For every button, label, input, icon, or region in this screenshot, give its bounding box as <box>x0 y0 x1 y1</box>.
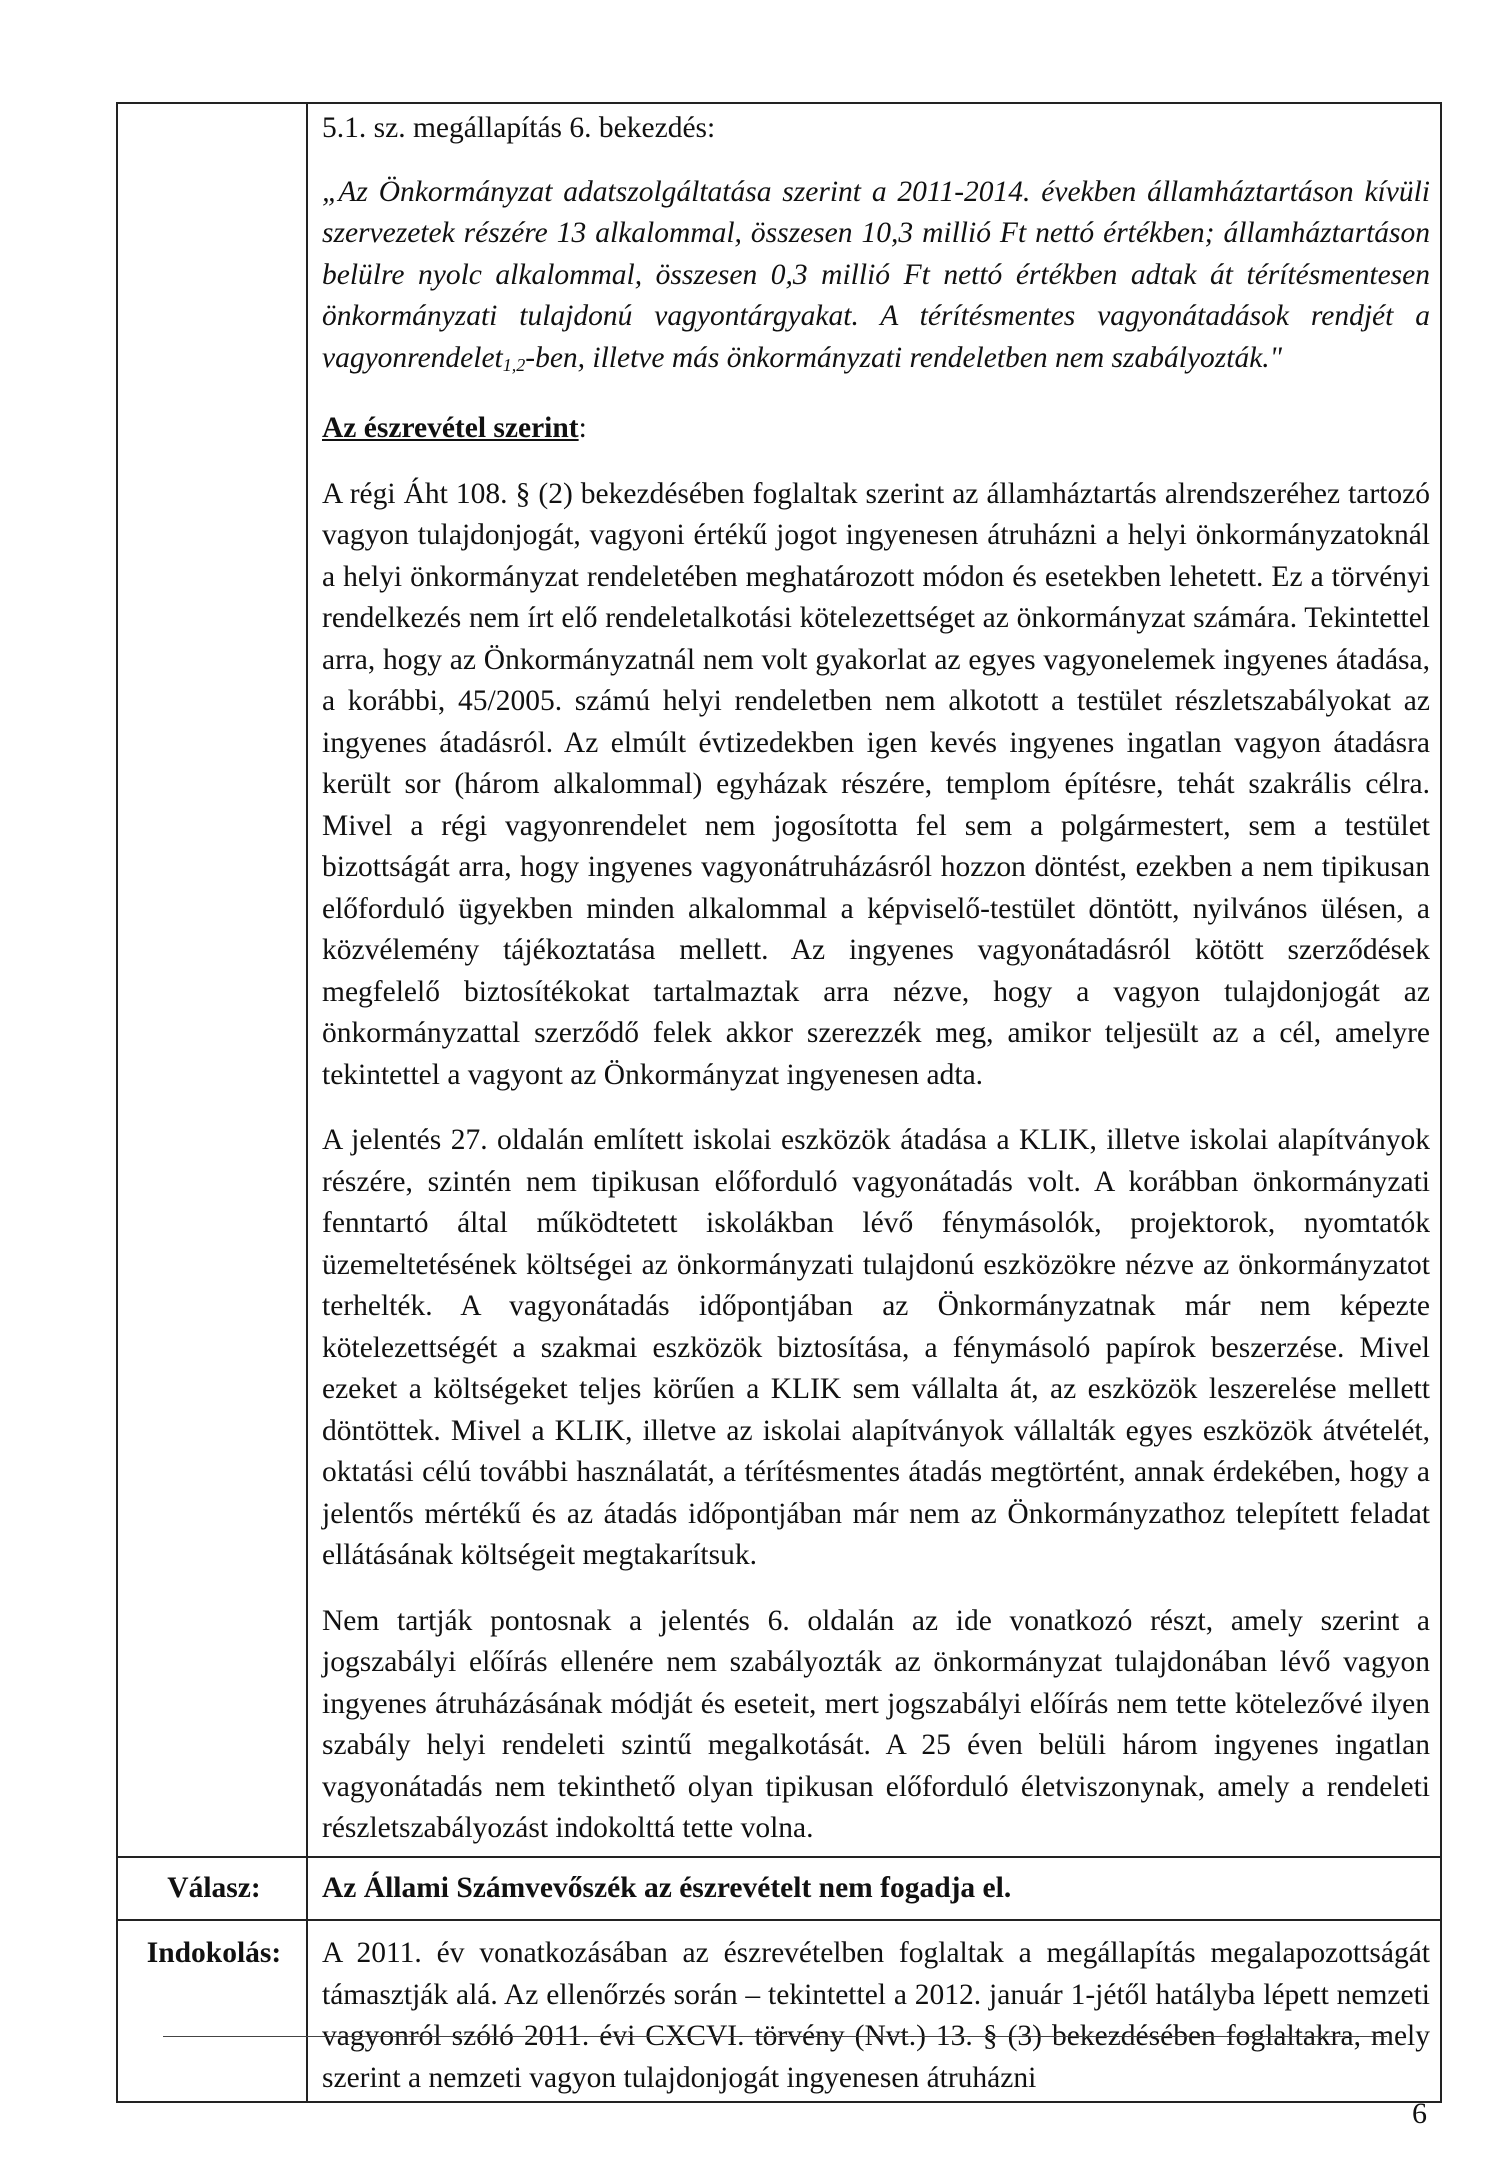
finding-heading: 5.1. sz. megállapítás 6. bekezdés: <box>322 112 716 144</box>
finding-quote <box>322 172 1430 387</box>
justification-label: Indokolás: <box>117 1920 307 2102</box>
observation-paragraph-1: A régi Áht 108. § (2) bekezdésében foglaltak szerint az államháztartás alrendszeréhez tartozó vagyon tulajdonjogát, vagyoni értékű jogot ingyenesen átruházni a helyi önkormányzatoknál a helyi önkormányzat rendeletében meghatározott módon és esetekben lehetett. Ez a törvényi rendelkezés nem írt elő rendeletalkotási kötelezettséget az önkormányzat számára. Tekintettel arra, hogy az Önkormányzatnál nem volt gyakorlat az egyes vagyonelemek ingyenes átadása, a korábbi, 45/2005. számú helyi rendeletben nem alkotott a testület részletszabályokat az ingyenes átadásról. Az elmúlt évtizedekben igen kevés ingyenes ingatlan vagyon átadásra került sor (három alkalommal) egyházak részére, templom építésre, tehát szakrális célra. Mivel a régi vagyonrendelet nem jogosította fel sem a polgármestert, sem a testület bizottságát arra, hogy ingyenes vagyonátruházásról hozzon döntést, ezekben a nem tipikusan előforduló ügyekben minden alkalommal a képviselő-testület döntött, nyilvános ülésen, a közvélemény tájékoztatása mellett. Az ingyenes vagyonátadásról kötött szerződések megfelelő biztosítékokat tartalmaztak arra nézve, hogy a vagyon tulajdonjogát az önkormányzattal szerződő felek akkor szerezzék meg, amikor teljesült az a cél, amelyre tekintettel a vagyont az Önkormányzat ingyenesen adta. <box>322 477 1430 1091</box>
observation-paragraph-3: Nem tartják pontosnak a jelentés 6. oldalán az ide vonatkozó részt, amely szerint a jogszabályi előírás ellenére nem szabályozták az önkormányzat tulajdonában lévő vagyon ingyenes átruházásának módját és eseteit, mert jogszabályi előírás nem tette kötelezővé ilyen szabály helyi rendeleti szintű megalkotását. A 25 éven belüli három ingyenes ingatlan vagyonátadás nem tekinthető olyan tipikusan előforduló életviszonynak, amely a rendeleti részletszabályozást indokolttá tette volna. <box>322 1604 1430 1844</box>
observation-heading-colon: : <box>578 412 587 444</box>
observation-heading-text: Az észrevétel szerint <box>322 412 579 444</box>
footer-divider <box>163 2036 1387 2037</box>
empty-label-cell <box>117 103 307 1857</box>
justification-row <box>117 1920 1441 2102</box>
answer-label: Válasz: <box>117 1857 307 1921</box>
observation-paragraph-2: A jelentés 27. oldalán említett iskolai eszközök átadása a KLIK, illetve iskolai alapítványok részére, szintén nem tipikusan előforduló vagyonátadás volt. A korábban önkormányzati fenntartó által működtetett iskolákban lévő fénymásolók, projektorok, nyomtatók üzemeltetésének költségei az önkormányzati tulajdonú eszközökre nézve az önkormányzatot terhelték. A vagyonátadás időpontjában az Önkormányzatnak már nem képezte kötelezettségét a szakmai eszközök biztosítása, a fénymásoló papírok beszerzése. Mivel ezeket a költségeket teljes körűen a KLIK sem vállalta át, az eszközök leszerelése mellett döntöttek. Mivel a KLIK, illetve az iskolai alapítványok vállalták egyes eszközök átvételét, oktatási célú további használatát, a térítésmentes átadás megtörtént, annak érdekében, hogy a jelentős mértékű és az átadás időpontjában már nem az Önkormányzathoz telepített feladat ellátásának költségeit megtakarítsuk. <box>322 1124 1430 1571</box>
justification-text: A 2011. év vonatkozásában az észrevételben foglaltak a megállapítás megalapozottságát támasztják alá. Az ellenőrzés során – tekintettel a 2012. január 1-jétől hatályba lépett nemzeti vagyonról szóló 2011. évi CXCVI. törvény (Nvt.) 13. § (3) bekezdésében foglaltakra, mely szerint a nemzeti vagyon tulajdonjogát ingyenesen átruházni <box>322 1937 1430 2094</box>
answer-row <box>117 1857 1441 1921</box>
answer-text: Az Állami Számvevőszék az észrevételt nem fogadja el. <box>307 1857 1441 1921</box>
response-table <box>116 102 1442 2103</box>
finding-quote-text-end: -ben, illetve más önkormányzati rendeletben nem szabályozták." <box>525 341 1283 374</box>
justification-cell <box>307 1920 1441 2102</box>
observation-cell <box>307 103 1441 1857</box>
finding-quote-text: „Az Önkormányzat adatszolgáltatása szerint a 2011-2014. években államháztartáson kívüli szervezetek részére 13 alkalommal, összesen 10,3 millió Ft nettó értékben; államháztartáson belülre nyolc alkalommal, összesen 0,3 millió Ft nettó értékben adtak át térítésmentesen önkormányzati tulajdonú vagyontárgyakat. A térítésmentes vagyonátadások rendjét a vagyonrendelet <box>322 175 1430 374</box>
page-number: 6 <box>1412 2097 1427 2130</box>
observation-heading <box>322 408 1430 450</box>
observation-row <box>117 103 1441 1857</box>
finding-quote-subscript: 1,2 <box>502 354 526 375</box>
